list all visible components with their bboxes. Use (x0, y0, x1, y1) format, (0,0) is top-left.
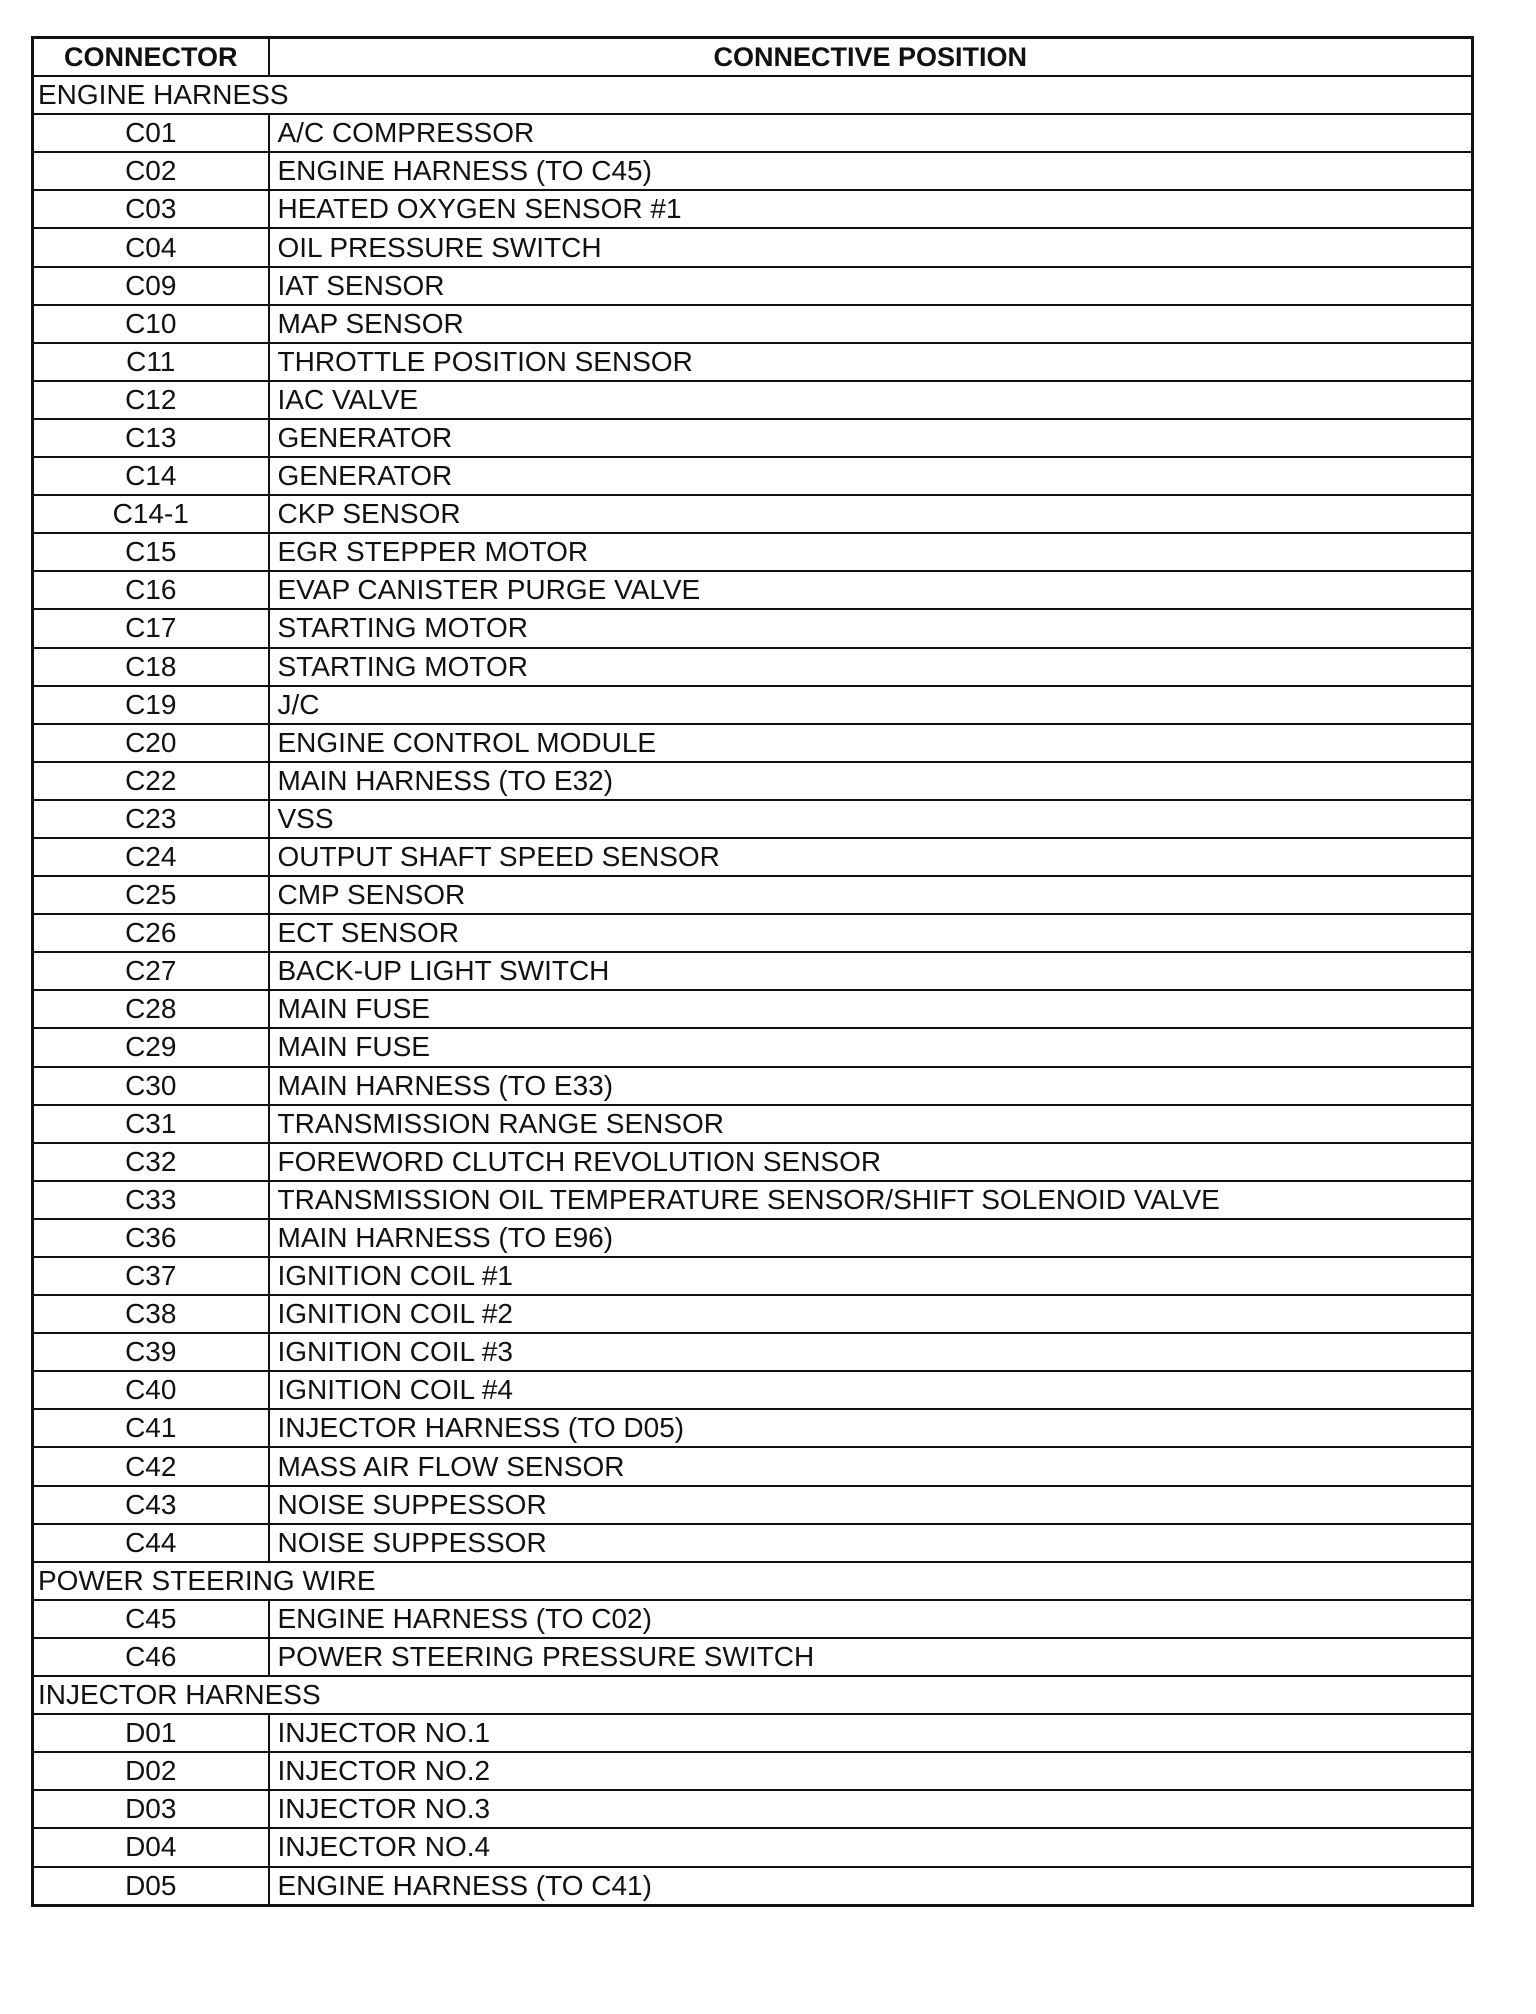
connector-table-container (31, 36, 1474, 1907)
connective-position-cell: INJECTOR NO.2 (269, 1752, 1473, 1790)
connector-table (31, 36, 1474, 1907)
connective-position-cell: A/C COMPRESSOR (269, 114, 1473, 152)
connector-code-cell: C41 (33, 1409, 269, 1447)
table-row (33, 1333, 1473, 1371)
connector-code-cell: C32 (33, 1143, 269, 1181)
table-row (33, 114, 1473, 152)
table-row (33, 1828, 1473, 1866)
connector-code-cell: C33 (33, 1181, 269, 1219)
table-row (33, 1714, 1473, 1752)
connector-code-cell: C28 (33, 990, 269, 1028)
table-row (33, 190, 1473, 228)
connector-code-cell: C27 (33, 952, 269, 990)
connector-code-cell: C14-1 (33, 495, 269, 533)
table-row (33, 1181, 1473, 1219)
position-column-header: CONNECTIVE POSITION (269, 38, 1473, 77)
connective-position-cell: THROTTLE POSITION SENSOR (269, 343, 1473, 381)
connective-position-cell: BACK-UP LIGHT SWITCH (269, 952, 1473, 990)
connector-code-cell: C16 (33, 571, 269, 609)
table-row (33, 1257, 1473, 1295)
connector-code-cell: C45 (33, 1600, 269, 1638)
connective-position-cell: EGR STEPPER MOTOR (269, 533, 1473, 571)
connective-position-cell: IAC VALVE (269, 381, 1473, 419)
table-row (33, 762, 1473, 800)
connective-position-cell: POWER STEERING PRESSURE SWITCH (269, 1638, 1473, 1676)
table-row (33, 952, 1473, 990)
table-row (33, 990, 1473, 1028)
table-row (33, 1219, 1473, 1257)
connector-code-cell: C46 (33, 1638, 269, 1676)
connector-code-cell: C37 (33, 1257, 269, 1295)
connector-code-cell: C09 (33, 267, 269, 305)
connector-code-cell: C13 (33, 419, 269, 457)
connector-code-cell: D04 (33, 1828, 269, 1866)
connective-position-cell: MAIN FUSE (269, 1028, 1473, 1066)
connective-position-cell: IGNITION COIL #1 (269, 1257, 1473, 1295)
connective-position-cell: GENERATOR (269, 457, 1473, 495)
connective-position-cell: NOISE SUPPESSOR (269, 1524, 1473, 1562)
table-row (33, 457, 1473, 495)
connector-code-cell: C01 (33, 114, 269, 152)
table-row (33, 876, 1473, 914)
table-row (33, 686, 1473, 724)
table-row (33, 1524, 1473, 1562)
connective-position-cell: MAIN FUSE (269, 990, 1473, 1028)
connective-position-cell: INJECTOR HARNESS (TO D05) (269, 1409, 1473, 1447)
connective-position-cell: MAIN HARNESS (TO E96) (269, 1219, 1473, 1257)
section-title: ENGINE HARNESS (33, 76, 1473, 114)
table-row (33, 1447, 1473, 1485)
section-title: POWER STEERING WIRE (33, 1562, 1473, 1600)
connective-position-cell: STARTING MOTOR (269, 648, 1473, 686)
connector-code-cell: C18 (33, 648, 269, 686)
connector-code-cell: C03 (33, 190, 269, 228)
table-header-row (33, 38, 1473, 77)
table-row (33, 152, 1473, 190)
connective-position-cell: ENGINE CONTROL MODULE (269, 724, 1473, 762)
table-row (33, 1105, 1473, 1143)
connector-code-cell: C29 (33, 1028, 269, 1066)
table-row (33, 495, 1473, 533)
connective-position-cell: ENGINE HARNESS (TO C45) (269, 152, 1473, 190)
connective-position-cell: TRANSMISSION OIL TEMPERATURE SENSOR/SHIFT SOLENOID VALVE (269, 1181, 1473, 1219)
connector-code-cell: D03 (33, 1790, 269, 1828)
connector-code-cell: C10 (33, 305, 269, 343)
table-row (33, 533, 1473, 571)
connector-code-cell: C14 (33, 457, 269, 495)
connective-position-cell: IGNITION COIL #3 (269, 1333, 1473, 1371)
connector-column-header: CONNECTOR (33, 38, 269, 77)
connective-position-cell: MAIN HARNESS (TO E33) (269, 1067, 1473, 1105)
table-row (33, 1371, 1473, 1409)
connective-position-cell: IGNITION COIL #2 (269, 1295, 1473, 1333)
table-row (33, 1867, 1473, 1906)
connector-code-cell: C23 (33, 800, 269, 838)
connective-position-cell: HEATED OXYGEN SENSOR #1 (269, 190, 1473, 228)
connective-position-cell: MASS AIR FLOW SENSOR (269, 1447, 1473, 1485)
connector-code-cell: C44 (33, 1524, 269, 1562)
connector-code-cell: D02 (33, 1752, 269, 1790)
connective-position-cell: STARTING MOTOR (269, 609, 1473, 647)
connective-position-cell: NOISE SUPPESSOR (269, 1486, 1473, 1524)
connective-position-cell: IGNITION COIL #4 (269, 1371, 1473, 1409)
connective-position-cell: CKP SENSOR (269, 495, 1473, 533)
connector-code-cell: C25 (33, 876, 269, 914)
connector-code-cell: C04 (33, 228, 269, 266)
table-row (33, 1028, 1473, 1066)
connective-position-cell: ENGINE HARNESS (TO C41) (269, 1867, 1473, 1906)
connector-code-cell: C43 (33, 1486, 269, 1524)
connective-position-cell: IAT SENSOR (269, 267, 1473, 305)
connective-position-cell: CMP SENSOR (269, 876, 1473, 914)
connector-code-cell: C26 (33, 914, 269, 952)
section-row (33, 76, 1473, 114)
table-row (33, 1409, 1473, 1447)
connective-position-cell: INJECTOR NO.4 (269, 1828, 1473, 1866)
connector-code-cell: C12 (33, 381, 269, 419)
connective-position-cell: VSS (269, 800, 1473, 838)
connector-code-cell: C22 (33, 762, 269, 800)
table-row (33, 343, 1473, 381)
connector-code-cell: C24 (33, 838, 269, 876)
connector-code-cell: C19 (33, 686, 269, 724)
section-row (33, 1676, 1473, 1714)
connective-position-cell: INJECTOR NO.1 (269, 1714, 1473, 1752)
connective-position-cell: GENERATOR (269, 419, 1473, 457)
table-row (33, 1752, 1473, 1790)
connector-code-cell: D05 (33, 1867, 269, 1906)
table-row (33, 609, 1473, 647)
table-row (33, 838, 1473, 876)
connective-position-cell: FOREWORD CLUTCH REVOLUTION SENSOR (269, 1143, 1473, 1181)
table-row (33, 419, 1473, 457)
connective-position-cell: J/C (269, 686, 1473, 724)
table-row (33, 381, 1473, 419)
connective-position-cell: TRANSMISSION RANGE SENSOR (269, 1105, 1473, 1143)
table-row (33, 724, 1473, 762)
table-row (33, 305, 1473, 343)
connective-position-cell: MAP SENSOR (269, 305, 1473, 343)
table-row (33, 648, 1473, 686)
table-row (33, 1486, 1473, 1524)
table-row (33, 1295, 1473, 1333)
connector-code-cell: C36 (33, 1219, 269, 1257)
table-row (33, 1143, 1473, 1181)
section-row (33, 1562, 1473, 1600)
connector-code-cell: C42 (33, 1447, 269, 1485)
table-row (33, 800, 1473, 838)
connector-code-cell: C15 (33, 533, 269, 571)
table-row (33, 571, 1473, 609)
connector-code-cell: C17 (33, 609, 269, 647)
connective-position-cell: ECT SENSOR (269, 914, 1473, 952)
connective-position-cell: OIL PRESSURE SWITCH (269, 228, 1473, 266)
connector-code-cell: C38 (33, 1295, 269, 1333)
connector-code-cell: C40 (33, 1371, 269, 1409)
connector-code-cell: C31 (33, 1105, 269, 1143)
table-row (33, 1790, 1473, 1828)
table-row (33, 1600, 1473, 1638)
connector-code-cell: D01 (33, 1714, 269, 1752)
connective-position-cell: EVAP CANISTER PURGE VALVE (269, 571, 1473, 609)
connector-code-cell: C11 (33, 343, 269, 381)
section-title: INJECTOR HARNESS (33, 1676, 1473, 1714)
table-row (33, 1067, 1473, 1105)
connector-code-cell: C30 (33, 1067, 269, 1105)
connective-position-cell: INJECTOR NO.3 (269, 1790, 1473, 1828)
connective-position-cell: ENGINE HARNESS (TO C02) (269, 1600, 1473, 1638)
table-body (33, 76, 1473, 1905)
connector-code-cell: C20 (33, 724, 269, 762)
table-row (33, 1638, 1473, 1676)
connector-code-cell: C39 (33, 1333, 269, 1371)
connector-code-cell: C02 (33, 152, 269, 190)
table-row (33, 914, 1473, 952)
connective-position-cell: OUTPUT SHAFT SPEED SENSOR (269, 838, 1473, 876)
table-row (33, 267, 1473, 305)
table-row (33, 228, 1473, 266)
connective-position-cell: MAIN HARNESS (TO E32) (269, 762, 1473, 800)
